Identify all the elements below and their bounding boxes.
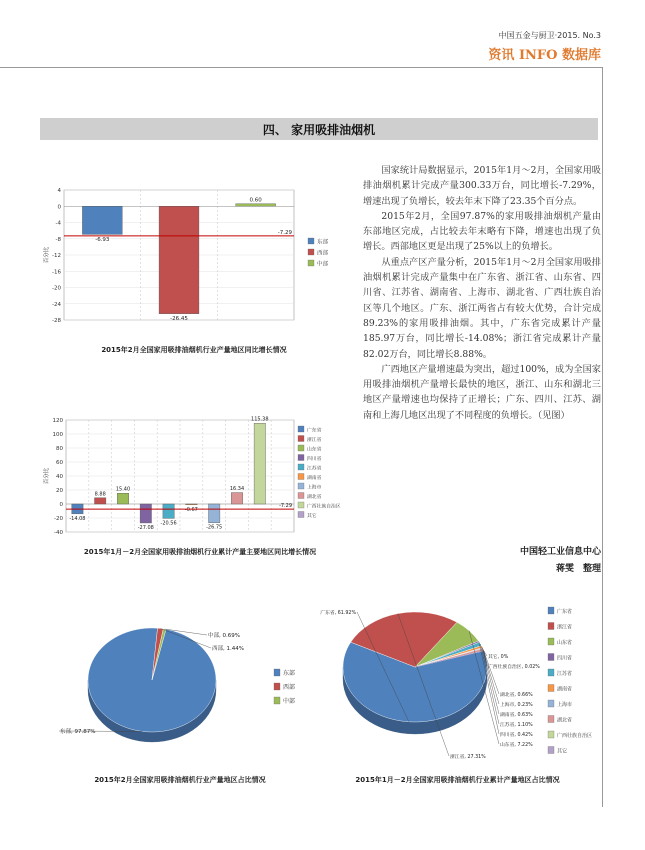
bar bbox=[186, 504, 197, 505]
legend-swatch bbox=[548, 654, 554, 661]
pie-slice-label: 广东省, 61.92% bbox=[320, 611, 356, 616]
article-source: 中国轻工业信息中心 bbox=[519, 547, 601, 557]
legend-label: 上海市 bbox=[557, 702, 573, 708]
chart1-caption: 2015年2月全国家用吸排油烟机行业产量地区同比增长情况 bbox=[101, 346, 287, 354]
y-tick-label: 60 bbox=[56, 460, 63, 466]
pie-slice-label: 四川省, 0.42% bbox=[500, 733, 533, 738]
legend-swatch bbox=[548, 638, 554, 645]
legend-swatch bbox=[298, 464, 304, 470]
pie-slice-label: 江苏省, 1.10% bbox=[500, 723, 533, 728]
pie-chart-province-share bbox=[320, 595, 595, 773]
legend-swatch bbox=[298, 436, 304, 442]
pie-slice-label: 湖北省, 0.66% bbox=[500, 693, 533, 698]
legend-label: 四川省 bbox=[307, 457, 322, 462]
legend-label: 湖南省 bbox=[557, 686, 573, 693]
bar bbox=[231, 493, 242, 504]
article-paragraph: 2015年2月，全国97.87%的家用吸排油烟机产量由东部地区完成，占比较去年末略有下降，增速也出现了负增长。西部地区更是出现了25%以上的负增长。 bbox=[363, 210, 601, 253]
chart4-caption: 2015年1月－2月全国家用吸排油烟机行业累计产量地区占比情况 bbox=[355, 776, 560, 784]
legend-swatch bbox=[298, 493, 304, 499]
legend-swatch bbox=[298, 502, 304, 508]
bar-value-label: -27.08 bbox=[137, 524, 154, 531]
legend-label: 其它 bbox=[557, 748, 568, 755]
bar-chart-province-growth bbox=[40, 412, 360, 542]
bar-value-label: -26.75 bbox=[206, 524, 223, 531]
chart2-caption: 2015年1月－2月全国家用吸排油烟机行业累计产量主要地区同比增长情况 bbox=[83, 548, 317, 556]
article-author: 蒋雯 整理 bbox=[555, 564, 601, 574]
legend-label: 浙江省 bbox=[557, 624, 573, 631]
pie-slice-label: 湖南省, 0.63% bbox=[500, 713, 533, 718]
pie-chart-regional-share bbox=[40, 605, 320, 770]
article-paragraph: 从重点产区产量分析，2015年1月～2月全国家用吸排油烟机累计完成产量集中在广东省、浙江省、山东省、四川省、江苏省、湖南省、上海市、湖北省、广西壮族自治区等几个地区。广东、浙江两省占有较大优势，合计完成89.23%的家用吸排油烟。其中，广东省完成累计产量185.97万台，同比增长-14.08%；浙江省完成累计产量82.02万台，同比增长8.88%。 bbox=[363, 256, 601, 360]
bar-chart-regional-growth bbox=[40, 182, 348, 337]
bar bbox=[117, 493, 128, 504]
pie-slice-label: 东部, 97.87% bbox=[60, 729, 96, 735]
y-tick-label: 80 bbox=[56, 446, 63, 452]
legend-label: 东部 bbox=[283, 670, 296, 677]
legend-swatch bbox=[298, 474, 304, 480]
legend-swatch bbox=[548, 669, 554, 676]
legend-swatch bbox=[548, 747, 554, 754]
legend-swatch bbox=[298, 455, 304, 461]
page-edge-divider bbox=[602, 67, 603, 807]
bar-value-label: -14.08 bbox=[69, 515, 86, 522]
y-tick-label: -4 bbox=[55, 220, 61, 227]
legend-swatch bbox=[298, 483, 304, 489]
journal-header: 中国五金与厨卫·2015. No.3 bbox=[498, 31, 601, 40]
y-tick-label: 40 bbox=[56, 474, 63, 480]
legend-label: 山东省 bbox=[557, 640, 573, 646]
legend-label: 上海市 bbox=[307, 485, 322, 491]
bar-value-label: -0.67 bbox=[184, 506, 198, 513]
article-body bbox=[363, 163, 601, 423]
bar-value-label: 8.88 bbox=[94, 491, 106, 498]
y-tick-label: 20 bbox=[56, 488, 63, 494]
y-tick-label: 120 bbox=[52, 418, 63, 424]
legend-label: 湖北省 bbox=[307, 495, 322, 500]
reference-line-label: -7.29 bbox=[277, 229, 292, 236]
y-tick-label: 100 bbox=[52, 432, 63, 438]
legend-label: 西部 bbox=[317, 250, 329, 257]
bar-value-label: 15.40 bbox=[115, 486, 131, 493]
pie-slice-label: 山东省, 7.22% bbox=[500, 743, 533, 748]
y-tick-label: 4 bbox=[57, 188, 61, 194]
bar-value-label: -26.45 bbox=[170, 316, 188, 323]
legend-label: 湖北省 bbox=[557, 717, 573, 724]
y-tick-label: -20 bbox=[54, 516, 63, 522]
legend-swatch bbox=[274, 683, 280, 690]
y-tick-label: -8 bbox=[55, 236, 61, 243]
y-tick-label: -40 bbox=[54, 530, 63, 536]
legend-label: 其它 bbox=[307, 514, 317, 519]
bar bbox=[254, 423, 265, 504]
legend-label: 江苏省 bbox=[307, 466, 322, 472]
bar-value-label: 115.38 bbox=[251, 416, 269, 423]
pie-slice-label: 上海市, 0.23% bbox=[500, 703, 533, 708]
legend-label: 江苏省 bbox=[557, 671, 573, 677]
legend-swatch bbox=[274, 697, 280, 704]
y-tick-label: -20 bbox=[52, 285, 61, 292]
bar-value-label: -6.93 bbox=[95, 236, 110, 243]
legend-swatch bbox=[548, 685, 554, 692]
legend-label: 中部 bbox=[317, 261, 329, 268]
legend-label: 广东省 bbox=[307, 428, 322, 434]
y-axis-label: 百分比 bbox=[44, 467, 50, 485]
legend-label: 浙江省 bbox=[307, 438, 322, 443]
legend-label: 山东省 bbox=[307, 447, 322, 453]
bar-value-label: 16.34 bbox=[229, 486, 245, 493]
article-paragraph: 广西地区产量增速最为突出，超过100%，成为全国家用吸排油烟机产量增长最快的地区，浙江、山东和湖北三地区产量增速也均保持了正增长；广东、四川、江苏、湖南和上海几地区出现了不同程度的负增长。（见图） bbox=[363, 363, 601, 421]
legend-swatch bbox=[308, 260, 314, 266]
y-tick-label: 0 bbox=[57, 204, 61, 211]
legend-swatch bbox=[548, 716, 554, 723]
chart3-caption: 2015年2月全国家用吸排油烟机行业产量地区占比情况 bbox=[94, 776, 266, 784]
legend-label: 东部 bbox=[317, 239, 329, 246]
y-axis-label: 百分比 bbox=[44, 246, 50, 264]
legend-label: 西部 bbox=[283, 684, 296, 691]
y-tick-label: 0 bbox=[59, 502, 63, 508]
pie-slice-label: 中部, 0.69% bbox=[208, 633, 240, 639]
bar bbox=[163, 504, 174, 518]
legend-swatch bbox=[298, 426, 304, 432]
legend-swatch bbox=[308, 238, 314, 244]
legend-swatch bbox=[548, 731, 554, 738]
pie-slice-label: 西部, 1.44% bbox=[212, 646, 244, 652]
article-paragraph: 国家统计局数据显示，2015年1月～2月，全国家用吸排油烟机累计完成产量300.33万台，同比增长-7.29%，增速出现了负增长，较去年末下降了23.35个百分点。 bbox=[363, 165, 601, 207]
y-tick-label: -16 bbox=[52, 269, 61, 276]
section-title: 四、 家用吸排油烟机 bbox=[262, 123, 376, 137]
bar bbox=[82, 206, 122, 234]
reference-line-label: -7.29 bbox=[279, 503, 292, 510]
legend-swatch bbox=[548, 607, 554, 614]
legend-swatch bbox=[548, 623, 554, 630]
bar-value-label: -20.56 bbox=[160, 520, 177, 527]
legend-label: 湖南省 bbox=[307, 476, 322, 481]
section-header: 资讯 INFO 数据库 bbox=[488, 48, 601, 63]
header-divider bbox=[0, 67, 602, 68]
legend-label: 广东省 bbox=[557, 609, 573, 615]
legend-swatch bbox=[298, 445, 304, 451]
bar bbox=[236, 204, 276, 206]
bar bbox=[209, 504, 220, 523]
pie-slice-label: 其它, 0% bbox=[488, 655, 509, 660]
legend-swatch bbox=[548, 700, 554, 707]
y-tick-label: -12 bbox=[52, 253, 61, 259]
legend-swatch bbox=[308, 249, 314, 255]
pie-slice-label: 浙江省, 27.31% bbox=[450, 755, 486, 760]
legend-swatch bbox=[298, 512, 304, 518]
y-tick-label: -28 bbox=[52, 318, 61, 324]
legend-swatch bbox=[274, 669, 280, 676]
legend-label: 四川省 bbox=[557, 655, 573, 662]
bar bbox=[159, 206, 199, 313]
bar-value-label: 0.60 bbox=[249, 197, 262, 204]
y-tick-label: -24 bbox=[52, 301, 61, 308]
pie-slice-label: 广西壮族自治区, 0.02% bbox=[488, 665, 540, 670]
legend-label: 广西壮族自治区 bbox=[307, 504, 341, 510]
legend-label: 中部 bbox=[283, 698, 296, 705]
legend-label: 广西壮族自治区 bbox=[557, 733, 593, 739]
bar bbox=[140, 504, 151, 523]
bar bbox=[95, 498, 106, 504]
